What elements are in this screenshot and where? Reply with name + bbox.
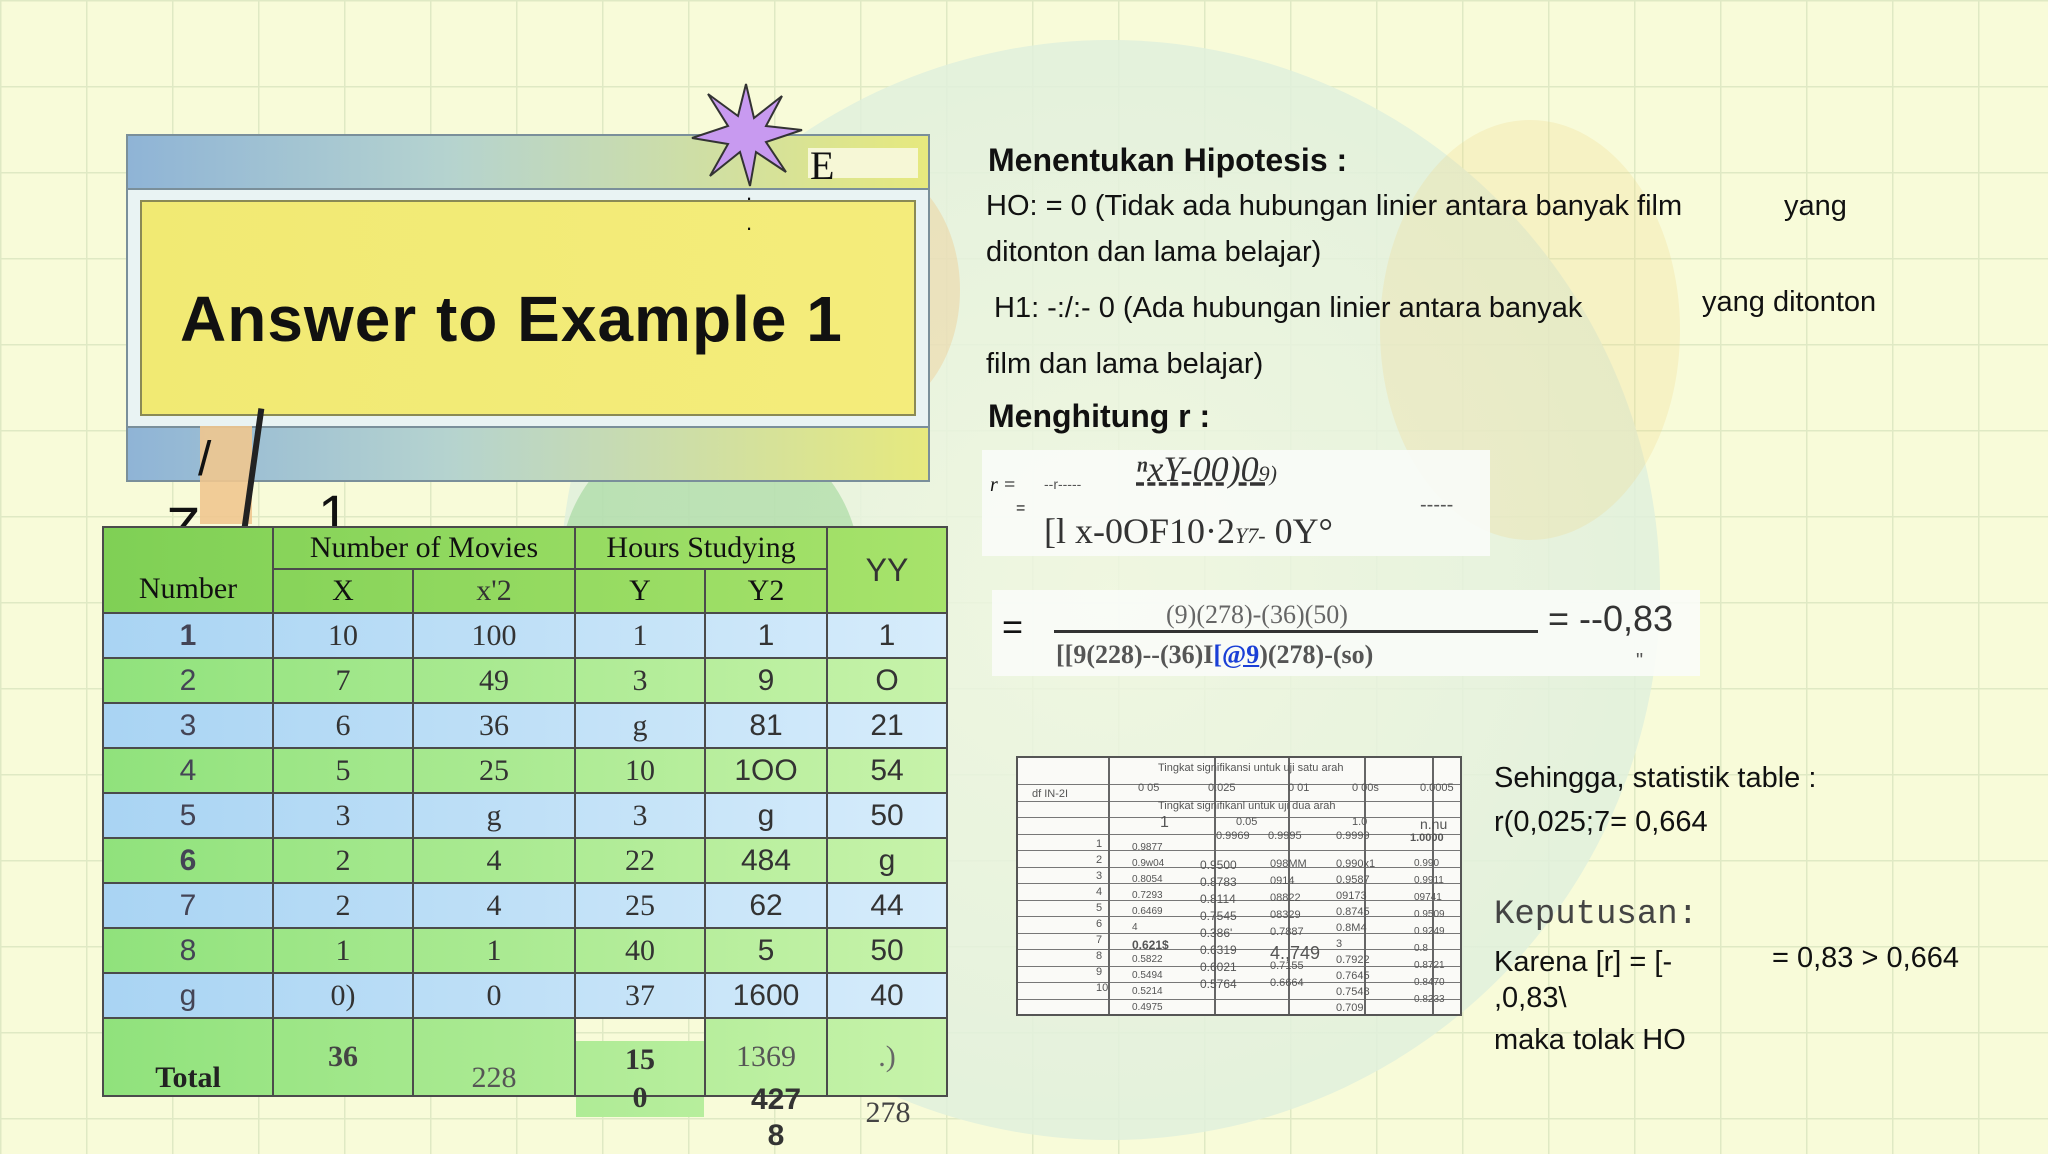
- sig-row-line: [1018, 982, 1460, 983]
- sig-col-two: 0.05: [1236, 816, 1258, 828]
- table-row: [103, 658, 947, 703]
- table-cell: 4: [413, 838, 575, 883]
- formula-1-numerator-text: ⁿxY-00)0: [1136, 449, 1259, 489]
- table-cell: g: [705, 793, 827, 838]
- sig-c3: 098MM: [1270, 858, 1307, 870]
- compare-line: = 0,83 > 0,664: [1772, 942, 1960, 974]
- sig-c1: 0.5494: [1132, 970, 1163, 981]
- table-cell: 3: [103, 703, 273, 748]
- sig-first-row: 1.0000: [1410, 832, 1444, 844]
- total-xy: 278: [865, 1096, 911, 1129]
- sig-row-line: [1018, 949, 1460, 950]
- table-cell: 50: [827, 928, 947, 973]
- table-cell: 8: [103, 928, 273, 973]
- sig-row-line: [1018, 916, 1460, 917]
- sig-c1: 0.5822: [1132, 954, 1163, 965]
- table-cell: 1: [575, 613, 705, 658]
- sig-c4: 0.8M4: [1336, 922, 1367, 934]
- h1-line: H1: -:/:- 0 (Ada hubungan linier antara banyak: [994, 292, 1583, 324]
- formula-1-denominator-text: [l x-0OF10·2: [1044, 511, 1235, 551]
- formula-2-denominator-a: [[9(228)--(36)I: [1056, 640, 1214, 669]
- sig-c1: 0.621$: [1132, 938, 1169, 952]
- table-row: [103, 838, 947, 883]
- sig-c4: 0.8745: [1336, 906, 1370, 918]
- stat-line-1: Sehingga, statistik table :: [1494, 762, 1817, 794]
- sig-c3: 08822: [1270, 892, 1301, 904]
- sig-c1: 0.9w04: [1132, 858, 1165, 869]
- total-x2: 228: [413, 1018, 575, 1096]
- sig-c3: 08329: [1270, 909, 1301, 921]
- one-mark: 1: [318, 483, 350, 546]
- sig-df-value: 8: [1096, 950, 1103, 962]
- sig-c4: 0.709: [1336, 1002, 1364, 1014]
- dot-mark: .: [746, 210, 753, 235]
- table-cell: O: [827, 658, 947, 703]
- ho-line-2: ditonton dan lama belajar): [986, 236, 1322, 268]
- table-cell: g: [827, 838, 947, 883]
- sig-c3: 0.7887: [1270, 926, 1304, 938]
- table-cell: 1: [103, 613, 273, 658]
- table-cell: 3: [273, 793, 413, 838]
- sig-row-line: [1018, 966, 1460, 967]
- title-box: [140, 200, 916, 416]
- total-label: Total: [103, 1018, 273, 1096]
- header-yy: YY: [827, 527, 947, 613]
- formula-2-quote: ": [1636, 650, 1644, 672]
- sig-df-label: df IN-2I: [1032, 788, 1069, 800]
- formula-1-eq2: =: [1016, 500, 1026, 517]
- sig-df-value: 3: [1096, 870, 1103, 882]
- h1-yang: yang ditonton: [1702, 286, 1877, 318]
- sig-c2: 0.6319: [1200, 943, 1237, 957]
- sig-row-line: [1018, 900, 1460, 901]
- sig-col-two: n.nu: [1420, 816, 1448, 832]
- table-cell: 37: [575, 973, 705, 1018]
- sig-c5: 0.8721: [1414, 960, 1445, 971]
- sig-row-line: [1018, 933, 1460, 934]
- title-frame-top-bar: [128, 136, 928, 190]
- formula-1-denominator-sub: Y7-: [1235, 523, 1266, 548]
- formula-2-denominator-b: )(278)-(so): [1259, 640, 1374, 669]
- table-row: [103, 703, 947, 748]
- sig-row-line: [1018, 784, 1460, 785]
- sig-c2: 0.8114: [1200, 892, 1236, 906]
- sig-row-line: [1018, 883, 1460, 884]
- sig-c5: 0.9509: [1414, 909, 1445, 920]
- sig-c5: 0.8233: [1414, 994, 1445, 1005]
- sig-row-line: [1018, 867, 1460, 868]
- formula-1-dashes: -----: [1420, 494, 1454, 516]
- sig-col-line: [1108, 758, 1110, 1014]
- z-letter: Z: [166, 495, 201, 558]
- sig-c3: 0.6664: [1270, 977, 1304, 989]
- sig-c4: 3: [1336, 938, 1343, 950]
- table-cell: 54: [827, 748, 947, 793]
- slash-mark: /: [198, 433, 212, 486]
- table-header-row: [103, 527, 947, 569]
- sig-c3: 4.,749: [1270, 943, 1321, 963]
- table-cell: 81: [705, 703, 827, 748]
- table-cell: 2: [103, 658, 273, 703]
- sig-c4: 0.9587: [1336, 874, 1370, 886]
- formula-2-denominator: [1056, 640, 1373, 670]
- karena-line: Karena [r] = [-: [1494, 946, 1673, 978]
- hypothesis-heading: Menentukan Hipotesis :: [988, 142, 1348, 178]
- sig-c1: 0.4975: [1132, 1002, 1163, 1013]
- formula-2-numerator: (9)(278)-(36)(50): [1166, 600, 1348, 629]
- sig-c4: 0.7922: [1336, 954, 1370, 966]
- dot-mark-2: .: [746, 180, 753, 205]
- table-cell: 1: [273, 928, 413, 973]
- table-cell: 1OO: [705, 748, 827, 793]
- tolak-line: maka tolak HO: [1494, 1024, 1686, 1056]
- table-cell: 6: [273, 703, 413, 748]
- sig-df-value: 5: [1096, 902, 1103, 914]
- table-cell: 100: [413, 613, 575, 658]
- header-y: Y: [575, 569, 705, 613]
- sig-first-row: 0.9969: [1216, 830, 1250, 842]
- table-cell: 7: [103, 883, 273, 928]
- table-cell: 4: [413, 883, 575, 928]
- table-cell: 0): [273, 973, 413, 1018]
- formula-1-numerator: [1136, 448, 1277, 490]
- table-cell: 1: [705, 613, 827, 658]
- table-cell: 1: [827, 613, 947, 658]
- sig-col-line: [1432, 758, 1434, 1014]
- table-cell: 484: [705, 838, 827, 883]
- table-row: [103, 613, 947, 658]
- table-cell: 10: [273, 613, 413, 658]
- table-cell: 5: [273, 748, 413, 793]
- karena-line-2: ,0,83\: [1494, 982, 1567, 1014]
- table-cell: 22: [575, 838, 705, 883]
- ho-yang: yang: [1784, 190, 1847, 222]
- table-cell: 6: [103, 838, 273, 883]
- table-cell: 5: [103, 793, 273, 838]
- table-row: [103, 928, 947, 973]
- e-letter: E: [810, 143, 835, 188]
- header-x: X: [273, 569, 413, 613]
- table-cell: 40: [575, 928, 705, 973]
- sig-c5: 0.9249: [1414, 926, 1445, 937]
- sig-c2: 0.8783: [1200, 875, 1237, 889]
- table-cell: 44: [827, 883, 947, 928]
- sig-c1: 0.8054: [1132, 874, 1163, 885]
- extra-xy: .): [827, 1018, 947, 1096]
- formula-1-r: r =: [990, 474, 1017, 496]
- sig-c5: 0.8: [1414, 943, 1428, 954]
- sig-c1: 0.6469: [1132, 906, 1163, 917]
- sig-c1: 0.9877: [1132, 842, 1163, 853]
- sig-c5: 09741: [1414, 892, 1442, 903]
- sig-c4: 09173: [1336, 890, 1367, 902]
- sig-head-one: Tingkat signifikansi untuk uji satu arah: [1158, 762, 1344, 774]
- header-number: Number: [103, 527, 273, 613]
- sig-c4: 0.7645: [1336, 970, 1370, 982]
- table-cell: 7: [273, 658, 413, 703]
- sig-row-line: [1018, 850, 1460, 851]
- sig-df-value: 9: [1096, 966, 1103, 978]
- sig-df-value: 2: [1096, 854, 1103, 866]
- formula-1-denominator-end: 0Y°: [1265, 511, 1333, 551]
- table-cell: 9: [705, 658, 827, 703]
- table-cell: 25: [413, 748, 575, 793]
- header-number-of-movies: Number of Movies: [273, 527, 575, 569]
- sig-c2: 0.6021: [1200, 960, 1237, 974]
- table-row: [103, 883, 947, 928]
- sig-df-value: 6: [1096, 918, 1103, 930]
- sig-c3: 0914: [1270, 875, 1295, 887]
- sig-c2: 0.7545: [1200, 909, 1237, 923]
- star-burst-icon: [686, 80, 806, 190]
- extra-y2: 1369: [705, 1018, 827, 1096]
- sig-head-two: Tingkat signifikanl untuk uji dua arah: [1158, 800, 1336, 812]
- total-y: 15 0: [575, 1040, 705, 1118]
- sig-c2: 0.5764: [1200, 977, 1237, 991]
- formula-2-result: = --0,83: [1548, 598, 1674, 639]
- sig-c5: 0.9911: [1414, 875, 1444, 886]
- table-cell: 21: [827, 703, 947, 748]
- table-cell: 2: [273, 883, 413, 928]
- sig-c5: 0.990: [1414, 858, 1440, 869]
- sig-df-value: 1: [1096, 838, 1103, 850]
- table-cell: 3: [575, 658, 705, 703]
- table-cell: 3: [575, 793, 705, 838]
- sig-first-row: 0.9995: [1268, 830, 1302, 842]
- formula-1-numerator-sub: 9): [1258, 461, 1277, 486]
- sig-c5: 0.8470: [1414, 977, 1445, 988]
- total-y2: 427 8: [750, 1083, 802, 1152]
- sig-df-value: 7: [1096, 934, 1103, 946]
- table-cell: 1: [413, 928, 575, 973]
- slide-title: Answer to Example 1: [180, 283, 843, 355]
- sig-c3: 0.7155: [1270, 960, 1304, 972]
- table-cell: 10: [575, 748, 705, 793]
- sig-col-one: 0 05: [1138, 782, 1160, 794]
- table-cell: 5: [705, 928, 827, 973]
- keputusan-heading: Keputusan:: [1494, 896, 1699, 934]
- table-cell: 49: [413, 658, 575, 703]
- sig-c4: 0.990x1: [1336, 858, 1376, 870]
- table-cell: 4: [103, 748, 273, 793]
- sig-df-value: 4: [1096, 886, 1103, 898]
- sig-c4: 0.7548: [1336, 986, 1370, 998]
- table-total-row: [103, 1018, 947, 1096]
- table-cell: g: [413, 793, 575, 838]
- formula-2-fraction-bar: [1054, 630, 1538, 633]
- header-x2: x'2: [413, 569, 575, 613]
- sig-c2: 0.9500: [1200, 858, 1237, 872]
- sig-col-one: 0.0005: [1420, 782, 1454, 794]
- table-row: [103, 748, 947, 793]
- compute-heading: Menghitung r :: [988, 398, 1211, 434]
- formula-1-denominator: [1044, 510, 1333, 552]
- formula-1-dash: --r-----: [1044, 476, 1082, 492]
- sig-col-one: 0 00s: [1352, 782, 1379, 794]
- header-y2: Y2: [705, 569, 827, 613]
- sig-first-row: 1: [1160, 814, 1169, 831]
- sig-c1: 0.7293: [1132, 890, 1163, 901]
- table-cell: 2: [273, 838, 413, 883]
- table-cell: 50: [827, 793, 947, 838]
- table-cell: 36: [413, 703, 575, 748]
- table-cell: 1600: [705, 973, 827, 1018]
- formula-2-link[interactable]: [@9: [1213, 640, 1260, 669]
- ho-line: HO: = 0 (Tidak ada hubungan linier antara banyak film: [986, 190, 1683, 222]
- sig-col-one: 0.025: [1208, 782, 1236, 794]
- table-cell: 62: [705, 883, 827, 928]
- sig-c2: 0.386': [1200, 926, 1233, 940]
- sig-col-two: 1.0: [1352, 816, 1368, 828]
- formula-2-eq: =: [1002, 606, 1024, 647]
- total-x: 36: [273, 1018, 413, 1096]
- table-cell: g: [103, 973, 273, 1018]
- h1-line-2: film dan lama belajar): [986, 348, 1264, 380]
- table-row: [103, 793, 947, 838]
- sig-c1: 0.5214: [1132, 986, 1163, 997]
- table-row: [103, 973, 947, 1018]
- stat-line-2: r(0,025;7= 0,664: [1494, 806, 1708, 838]
- sig-col-one: 0 01: [1288, 782, 1310, 794]
- header-hours-studying: Hours Studying: [575, 527, 827, 569]
- sig-first-row: 0.9999: [1336, 830, 1370, 842]
- table-cell: 40: [827, 973, 947, 1018]
- table-cell: 25: [575, 883, 705, 928]
- sig-row-line: [1018, 999, 1460, 1000]
- table-cell: 0: [413, 973, 575, 1018]
- table-cell: g: [575, 703, 705, 748]
- sig-df-value: 10: [1096, 982, 1109, 994]
- significance-table: [1016, 756, 1462, 1016]
- sig-c1: 4: [1132, 922, 1138, 933]
